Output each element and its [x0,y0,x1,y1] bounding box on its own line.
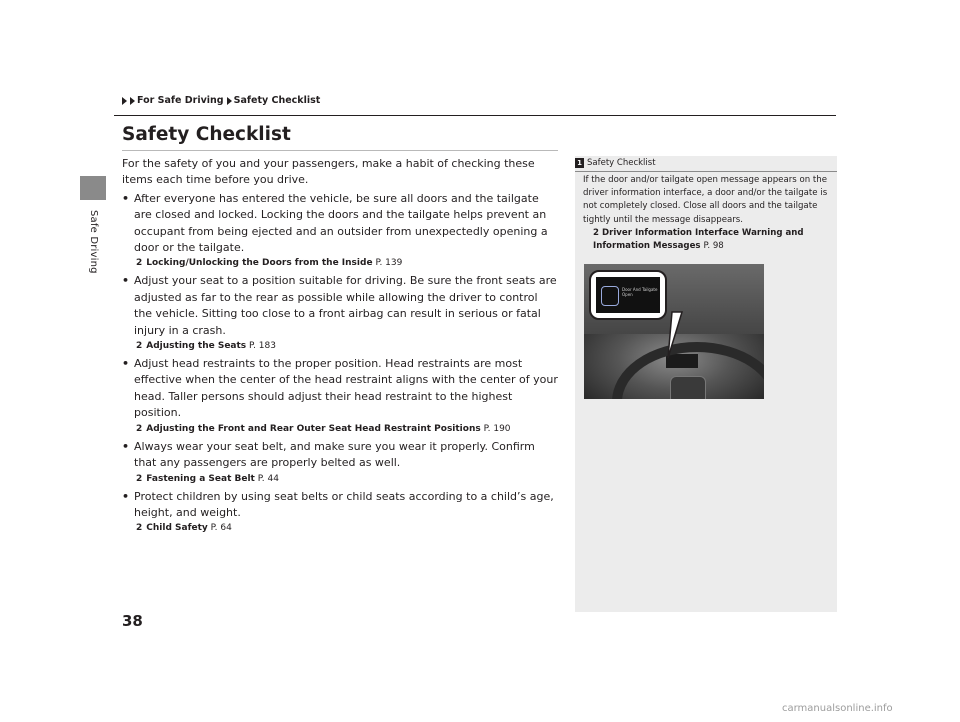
sidebar-heading [575,158,656,168]
reference-title: Adjusting the Seats [146,341,247,352]
cross-reference-link[interactable] [583,227,833,253]
car-doors-open-icon [601,286,619,306]
title-rule [122,150,558,151]
reference-title: Fastening a Seat Belt [146,473,255,484]
checklist-text: Adjust head restraints to the proper position. Head restraints are most effective when the center of the head restraint aligns with the center of your head. Taller persons should adjust their head restraint to the highest position. [134,357,558,420]
breadcrumb-arrow-icon [130,97,135,105]
reference-title: Locking/Unlocking the Doors from the Inside [146,258,373,269]
cross-reference-link[interactable] [134,521,558,536]
breadcrumb-arrow-icon [227,97,232,105]
reference-arrow-icon: 2 [136,341,143,352]
reference-title: Adjusting the Front and Rear Outer Seat Head Restraint Positions [146,423,481,434]
callout-display [596,277,660,313]
reference-title: Driver Information Interface Warning and Information Messages [593,227,804,252]
checklist-item [122,489,558,537]
reference-arrow-icon: 2 [136,473,143,484]
reference-arrow-icon: 2 [136,423,143,434]
reference-arrow-icon: 2 [136,523,143,534]
checklist-item [122,356,558,437]
note-number-icon: 1 [575,158,584,168]
checklist-item [122,439,558,487]
reference-page: P. 139 [375,258,403,269]
bullet-icon: • [122,489,130,503]
intro-paragraph: For the safety of you and your passengers, make a habit of checking these items each time before you drive. [122,157,535,187]
section-side-label [80,176,106,396]
breadcrumb [122,95,320,106]
reference-page: P. 64 [210,523,232,534]
steering-hub-icon [670,376,706,399]
checklist-text: After everyone has entered the vehicle, be sure all doors and the tailgate are closed and locked. Locking the doors and the tailgate helps prevent an occupant from being ejected and an outsider from unexpectedly opening a door or the tailgate. [134,191,548,255]
breadcrumb-item[interactable]: Safety Checklist [233,95,321,106]
page-title: Safety Checklist [122,124,291,145]
cross-reference-link[interactable] [134,339,558,354]
bullet-icon: • [122,274,130,288]
reference-page: P. 98 [703,241,724,252]
main-content [122,156,558,538]
sidebar-body [583,174,833,253]
checklist-text: Protect children by using seat belts or child seats according to a child’s age, height, and weight. [134,489,554,519]
reference-arrow-icon: 2 [593,227,599,238]
reference-page: P. 44 [257,473,279,484]
cross-reference-link[interactable] [134,472,558,487]
header-rule [114,115,836,116]
bullet-icon: • [122,439,130,453]
checklist-text: Adjust your seat to a position suitable for driving. Be sure the front seats are adjusted as far to the rear as possible while allowing the driver to control the vehicle. Sitting too close to a front airbag can result in serious or fatal injury in a crash. [134,274,557,337]
checklist-item [122,191,558,272]
cross-reference-link[interactable] [134,422,558,437]
checklist-text: Always wear your seat belt, and make sure you wear it properly. Confirm that any passengers are properly belted as well. [134,439,535,470]
watermark: carmanualsonline.info [782,703,893,714]
display-message: Door And Tailgate Open [622,287,658,297]
breadcrumb-arrow-icon [122,97,127,105]
reference-page: P. 183 [249,341,276,352]
page-number: 38 [122,612,143,630]
breadcrumb-item[interactable]: For Safe Driving [137,95,224,106]
cross-reference-link[interactable] [134,256,558,271]
checklist-item [122,273,558,354]
callout-bubble [589,270,667,320]
sidebar-heading-text: Safety Checklist [587,158,656,168]
reference-arrow-icon: 2 [136,258,143,269]
dashboard-illustration [584,264,764,399]
sidebar-rule [575,171,837,172]
section-side-label-text: Safe Driving [88,210,99,274]
reference-page: P. 190 [483,423,511,434]
bullet-icon: • [122,191,130,205]
bullet-icon: • [122,357,130,371]
reference-title: Child Safety [146,523,208,534]
sidebar-text: If the door and/or tailgate open message appears on the driver information interface, a door and/or the tailgate is not completely closed. Close all doors and the tailgate tightly until the message disappears. [583,175,828,225]
